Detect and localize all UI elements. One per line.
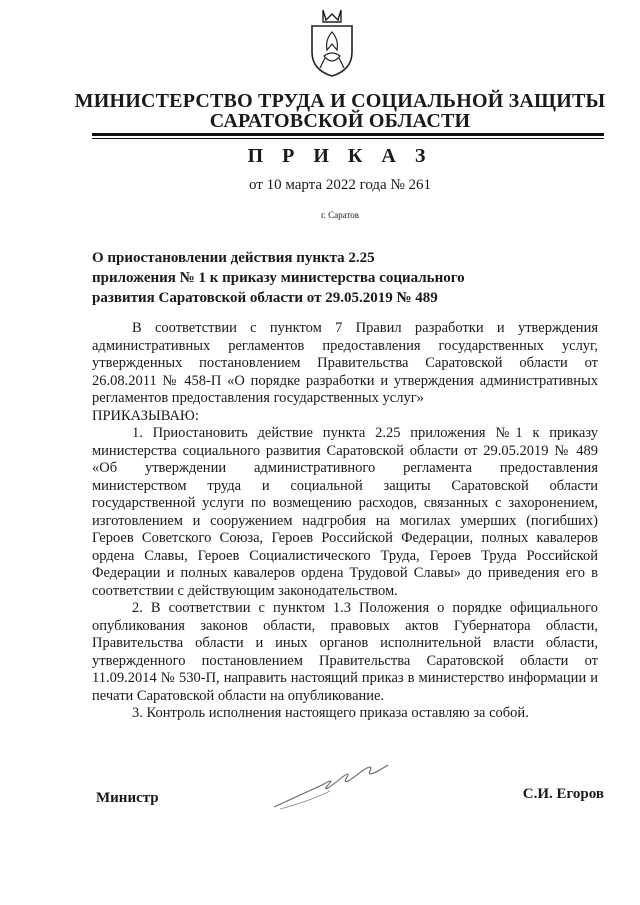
- order-item-2: 2. В соответствии с пунктом 1.3 Положения о порядке официального опубликования законов области, правовых актов Губернатора области, Правительства области и иных органов исполнительной власти области, утвержденного постановлением Правительства Саратовской области от 11.09.2014 № 530-П, направить настоящий приказ в министерство информации и печати Саратовской области на опубликование.: [92, 600, 598, 704]
- order-item-1: 1. Приостановить действие пункта 2.25 приложения №1 к приказу министерства социального развития Саратовской области от 29.05.2019 № 489 «Об утверждении административного регламента предоставления министерством труда и социальной защиты Саратовской области государственной услуги по возмещению расходов, связанных с захоронением, изготовлением и сооружением надгробия на могилах умерших (погибших) Героев Советского Союза, Героев Российской Федерации, полных кавалеров ордена Славы, Героев Социалистического Труда, Героев Труда Российской Федерации и полных кавалеров ордена Трудовой Славы» до приведения его в соответствии с действующим законодательством.: [92, 425, 598, 599]
- subject-line: развития Саратовской области от 29.05.2019 № 489: [92, 290, 438, 306]
- document-subject: [92, 248, 512, 308]
- subject-line: приложения № 1 к приказу министерства социального: [92, 270, 465, 286]
- signatory-title: Министр: [96, 790, 159, 806]
- document-type: П Р И К А З: [247, 145, 433, 167]
- handwritten-signature: [270, 755, 400, 815]
- preamble-paragraph: В соответствии с пунктом 7 Правил разработки и утверждения административных регламентов предоставления государственных услуг, утвержденных постановлением Правительства Саратовской области от 26.08.2011 № 458-П «О порядке разработки и утверждения административных регламентов предоставления государственных услуг»: [92, 320, 598, 406]
- signatory-name: С.И. Егоров: [522, 786, 604, 802]
- ministry-title-line2: САРАТОВСКОЙ ОБЛАСТИ: [209, 110, 471, 132]
- document-city: г. Саратов: [321, 210, 359, 220]
- document-date: от 10 марта 2022 года № 261: [248, 177, 432, 193]
- ministry-title-line1: МИНИСТЕРСТВО ТРУДА И СОЦИАЛЬНОЙ ЗАЩИТЫ: [74, 90, 606, 112]
- order-item-3: 3. Контроль исполнения настоящего приказа оставляю за собой.: [132, 705, 529, 721]
- coat-of-arms-icon: [305, 6, 359, 78]
- header-rule-thin: [92, 138, 604, 139]
- document-body: [92, 320, 598, 723]
- order-word: ПРИКАЗЫВАЮ:: [92, 407, 199, 424]
- subject-line: О приостановлении действия пункта 2.25: [92, 250, 375, 266]
- header-rule-thick: [92, 133, 604, 136]
